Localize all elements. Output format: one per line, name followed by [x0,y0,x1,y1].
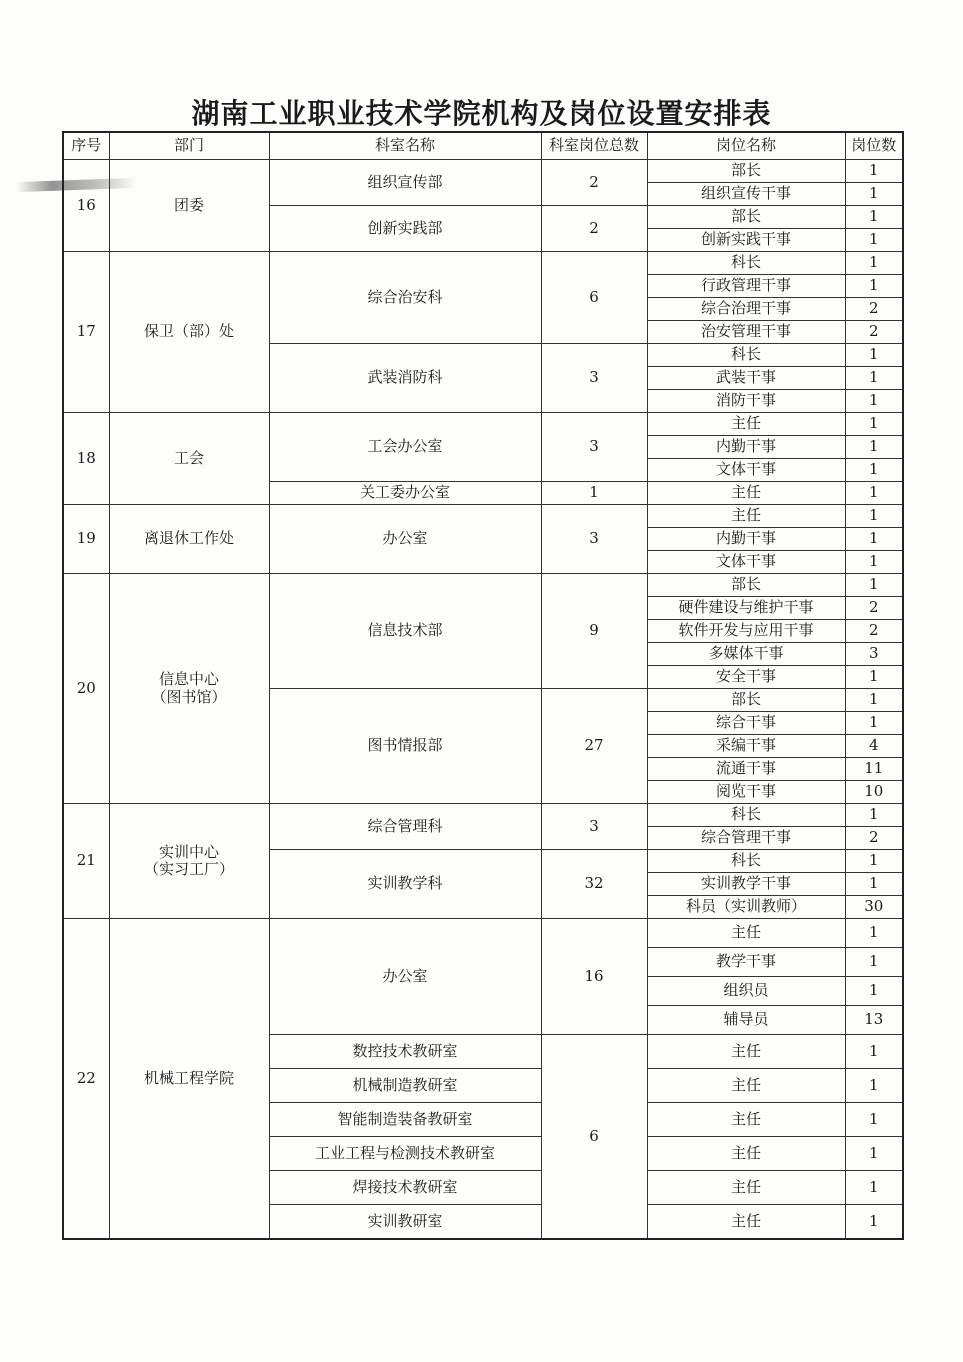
count-cell: 1 [845,873,903,896]
post-cell: 主任 [647,1069,845,1103]
count-cell: 1 [845,574,903,597]
count-cell: 30 [845,896,903,919]
post-cell: 阅览干事 [647,781,845,804]
dept-line: 信息中心 [158,670,219,689]
document-title: 湖南工业职业技术学院机构及岗位设置安排表 [191,97,772,130]
office-cell: 机械制造教研室 [269,1069,541,1103]
count-cell: 1 [845,1103,903,1137]
post-cell: 主任 [647,1205,845,1239]
office-total-cell: 2 [541,206,647,252]
count-cell: 2 [845,298,903,321]
office-total-cell: 3 [541,344,647,413]
seq-cell: 22 [63,919,109,1239]
count-cell: 1 [845,528,903,551]
count-cell: 2 [845,597,903,620]
post-cell: 综合治理干事 [647,298,845,321]
count-cell: 1 [845,206,903,229]
post-cell: 治安管理干事 [647,321,845,344]
post-cell: 主任 [647,919,845,948]
post-cell: 行政管理干事 [647,275,845,298]
office-total-cell: 2 [541,160,647,206]
post-cell: 科长 [647,850,845,873]
dept-line: （图书馆） [151,687,227,706]
count-cell: 1 [845,948,903,977]
post-cell: 科长 [647,252,845,275]
count-cell: 4 [845,735,903,758]
office-cell: 智能制造装备教研室 [269,1103,541,1137]
count-cell: 1 [845,413,903,436]
office-cell: 组织宣传部 [269,160,541,206]
count-cell: 1 [845,551,903,574]
office-cell: 工业工程与检测技术教研室 [269,1137,541,1171]
post-cell: 流通干事 [647,758,845,781]
office-total-cell: 6 [541,252,647,344]
post-cell: 主任 [647,413,845,436]
office-cell: 综合管理科 [269,804,541,850]
post-cell: 辅导员 [647,1006,845,1035]
post-cell: 组织宣传干事 [647,183,845,206]
post-cell: 创新实践干事 [647,229,845,252]
seq-cell: 16 [63,160,109,252]
table-row [63,574,903,597]
dept-line: （实习工厂） [143,860,234,878]
count-cell: 1 [845,666,903,689]
office-cell: 数控技术教研室 [269,1035,541,1069]
office-total-cell: 32 [541,850,647,919]
office-cell: 信息技术部 [269,574,541,689]
office-cell: 综合治安科 [269,252,541,344]
post-cell: 主任 [647,505,845,528]
dept-cell: 离退休工作处 [109,505,269,574]
dept-cell: 团委 [109,160,269,252]
header-office: 科室名称 [269,132,541,160]
office-total-cell: 3 [541,804,647,850]
post-cell: 主任 [647,1137,845,1171]
count-cell: 1 [845,390,903,413]
post-cell: 内勤干事 [647,436,845,459]
count-cell: 1 [845,1069,903,1103]
count-cell: 1 [845,977,903,1006]
count-cell: 10 [845,781,903,804]
post-cell: 部长 [647,206,845,229]
dept-cell: 工会 [109,413,269,505]
count-cell: 1 [845,252,903,275]
count-cell: 1 [845,804,903,827]
post-cell: 部长 [647,574,845,597]
post-cell: 主任 [647,482,845,505]
count-cell: 1 [845,1205,903,1239]
count-cell: 1 [845,1035,903,1069]
seq-cell: 21 [63,804,109,919]
count-cell: 1 [845,712,903,735]
count-cell: 2 [845,827,903,850]
post-cell: 内勤干事 [647,528,845,551]
count-cell: 2 [845,321,903,344]
post-cell: 安全干事 [647,666,845,689]
office-cell: 关工委办公室 [269,482,541,505]
count-cell: 1 [845,689,903,712]
table-row [63,252,903,275]
header-post: 岗位名称 [647,132,845,160]
count-cell: 1 [845,436,903,459]
office-total-cell: 9 [541,574,647,689]
office-total-cell: 16 [541,919,647,1035]
office-cell: 办公室 [269,505,541,574]
count-cell: 1 [845,160,903,183]
count-cell: 1 [845,482,903,505]
count-cell: 1 [845,1137,903,1171]
post-cell: 主任 [647,1171,845,1205]
count-cell: 1 [845,919,903,948]
table-row [63,505,903,528]
seq-cell: 17 [63,252,109,413]
count-cell: 1 [845,275,903,298]
dept-line: 实训中心 [158,842,219,861]
count-cell: 2 [845,620,903,643]
post-cell: 文体干事 [647,459,845,482]
header-row [63,132,903,160]
dept-cell: 机械工程学院 [109,919,269,1239]
office-total-cell: 3 [541,413,647,482]
count-cell: 1 [845,344,903,367]
post-cell: 教学干事 [647,948,845,977]
post-cell: 软件开发与应用干事 [647,620,845,643]
header-office-total: 科室岗位总数 [541,132,647,160]
office-cell: 实训教学科 [269,850,541,919]
dept-cell [109,804,269,919]
post-cell: 科员（实训教师） [647,896,845,919]
dept-cell [109,574,269,804]
table-row [63,160,903,183]
post-cell: 主任 [647,1103,845,1137]
post-cell: 硬件建设与维护干事 [647,597,845,620]
post-cell: 综合干事 [647,712,845,735]
table-row [63,919,903,948]
post-cell: 科长 [647,804,845,827]
office-cell: 焊接技术教研室 [269,1171,541,1205]
post-cell: 综合管理干事 [647,827,845,850]
header-dept: 部门 [109,132,269,160]
header-count: 岗位数 [845,132,903,160]
seq-cell: 19 [63,505,109,574]
post-cell: 消防干事 [647,390,845,413]
office-cell: 创新实践部 [269,206,541,252]
count-cell: 1 [845,1171,903,1205]
count-cell: 1 [845,459,903,482]
office-total-cell: 3 [541,505,647,574]
table-row [63,413,903,436]
office-cell: 实训教研室 [269,1205,541,1239]
header-seq: 序号 [63,132,109,160]
table-row [63,804,903,827]
office-total-cell: 6 [541,1035,647,1239]
office-cell: 武装消防科 [269,344,541,413]
post-cell: 武装干事 [647,367,845,390]
office-total-cell: 1 [541,482,647,505]
count-cell: 11 [845,758,903,781]
count-cell: 1 [845,229,903,252]
post-cell: 采编干事 [647,735,845,758]
post-cell: 实训教学干事 [647,873,845,896]
post-cell: 部长 [647,160,845,183]
count-cell: 1 [845,850,903,873]
post-cell: 组织员 [647,977,845,1006]
seq-cell: 18 [63,413,109,505]
office-total-cell: 27 [541,689,647,804]
count-cell: 13 [845,1006,903,1035]
office-cell: 办公室 [269,919,541,1035]
post-cell: 多媒体干事 [647,643,845,666]
post-cell: 文体干事 [647,551,845,574]
dept-cell: 保卫（部）处 [109,252,269,413]
count-cell: 1 [845,367,903,390]
count-cell: 3 [845,643,903,666]
count-cell: 1 [845,505,903,528]
position-table [62,131,904,1240]
post-cell: 科长 [647,344,845,367]
count-cell: 1 [845,183,903,206]
post-cell: 部长 [647,689,845,712]
post-cell: 主任 [647,1035,845,1069]
office-cell: 工会办公室 [269,413,541,482]
office-cell: 图书情报部 [269,689,541,804]
seq-cell: 20 [63,574,109,804]
